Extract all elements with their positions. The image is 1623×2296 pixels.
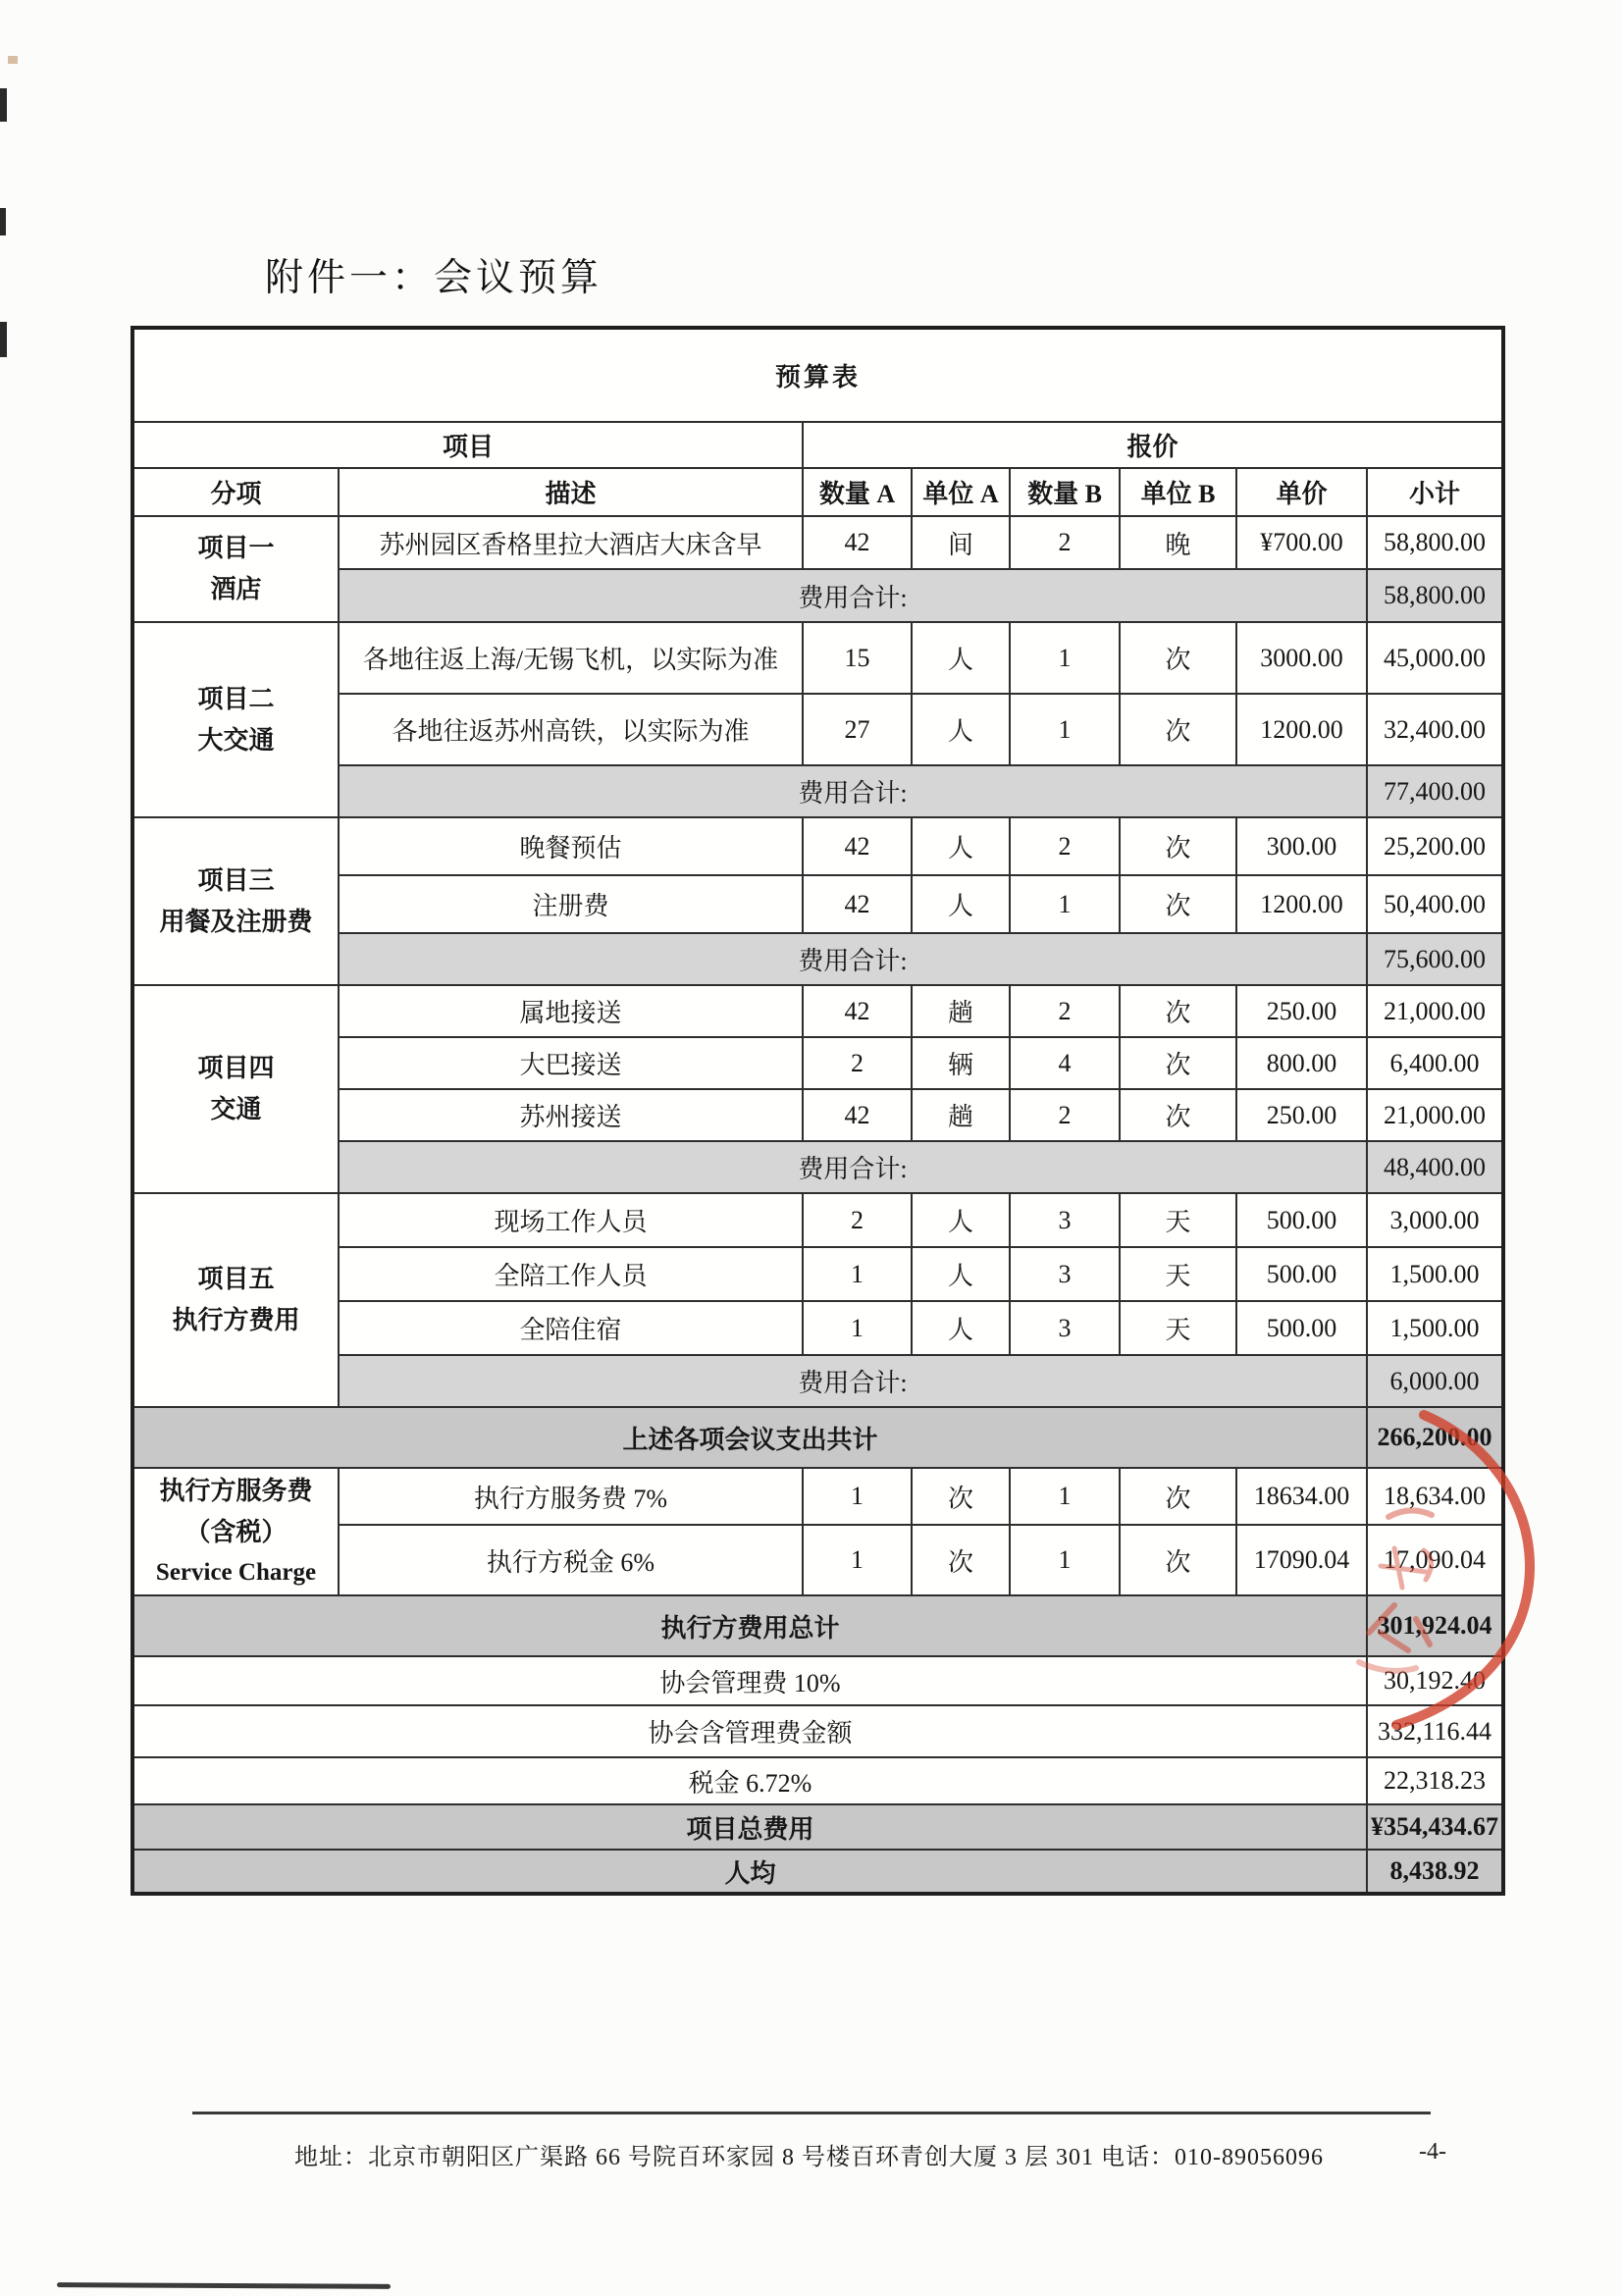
unit-a-cell: 人 <box>912 694 1010 765</box>
item-row <box>132 1193 1503 1247</box>
qty-b-cell: 2 <box>1010 817 1120 875</box>
item-row <box>132 1247 1503 1301</box>
scan-artifact <box>57 2282 391 2289</box>
column-header: 描述 <box>339 468 803 516</box>
service-item-row <box>132 1468 1503 1525</box>
unit-price-cell: 500.00 <box>1236 1301 1367 1355</box>
item-row <box>132 694 1503 765</box>
qty-a-cell: 42 <box>803 875 912 933</box>
unit-b-cell: 次 <box>1120 985 1236 1037</box>
column-header: 分项 <box>132 468 339 516</box>
section-label-line: 大交通 <box>197 725 275 755</box>
group-header-row <box>132 422 1503 468</box>
section-total-value: 77,400.00 <box>1367 765 1503 817</box>
subtotal-cell: 50,400.00 <box>1367 875 1503 933</box>
qty-a-cell: 27 <box>803 694 912 765</box>
unit-a-cell: 辆 <box>912 1037 1010 1089</box>
item-desc: 苏州接送 <box>339 1089 803 1141</box>
qty-a-cell: 1 <box>803 1468 912 1525</box>
section-total-value: 58,800.00 <box>1367 569 1503 622</box>
unit-b-cell: 天 <box>1120 1247 1236 1301</box>
qty-b-cell: 1 <box>1010 1525 1120 1595</box>
section-total-row <box>132 1355 1503 1407</box>
unit-price-cell: 500.00 <box>1236 1247 1367 1301</box>
scan-artifact <box>8 56 18 64</box>
unit-b-cell: 次 <box>1120 694 1236 765</box>
section-label <box>132 1193 339 1407</box>
section-total-value: 6,000.00 <box>1367 1355 1503 1407</box>
item-row <box>132 516 1503 569</box>
qty-a-cell: 42 <box>803 1089 912 1141</box>
section-label-line: Service Charge <box>155 1558 317 1586</box>
qty-b-cell: 2 <box>1010 1089 1120 1141</box>
qty-a-cell: 2 <box>803 1193 912 1247</box>
unit-a-cell: 人 <box>912 817 1010 875</box>
column-header: 单价 <box>1236 468 1367 516</box>
project-total-value: ¥354,434.67 <box>1367 1804 1503 1850</box>
qty-b-cell: 4 <box>1010 1037 1120 1089</box>
unit-a-cell: 人 <box>912 875 1010 933</box>
section-total-row <box>132 1141 1503 1193</box>
summary-row <box>132 1656 1503 1705</box>
section-label <box>132 622 339 817</box>
scan-artifact <box>0 208 6 235</box>
item-desc: 注册费 <box>339 875 803 933</box>
section-total-value: 75,600.00 <box>1367 933 1503 985</box>
subtotal-cell: 17,090.04 <box>1367 1525 1503 1595</box>
summary-value: 332,116.44 <box>1367 1705 1503 1757</box>
item-desc: 现场工作人员 <box>339 1193 803 1247</box>
unit-price-cell: 300.00 <box>1236 817 1367 875</box>
scan-artifact <box>0 88 7 122</box>
unit-price-cell: 250.00 <box>1236 1089 1367 1141</box>
summary-label: 税金 6.72% <box>132 1757 1367 1804</box>
unit-price-cell: 1200.00 <box>1236 694 1367 765</box>
item-row <box>132 985 1503 1037</box>
scan-artifact <box>0 322 7 357</box>
qty-a-cell: 1 <box>803 1525 912 1595</box>
section-total-row <box>132 569 1503 622</box>
qty-b-cell: 3 <box>1010 1301 1120 1355</box>
subtotal-cell: 45,000.00 <box>1367 622 1503 694</box>
unit-price-cell: 250.00 <box>1236 985 1367 1037</box>
grand-total-value: 266,200.00 <box>1367 1407 1503 1468</box>
subtotal-cell: 25,200.00 <box>1367 817 1503 875</box>
qty-b-cell: 2 <box>1010 516 1120 569</box>
qty-a-cell: 42 <box>803 516 912 569</box>
item-desc: 执行方税金 6% <box>339 1525 803 1595</box>
column-header: 数量 B <box>1010 468 1120 516</box>
section-label-line: 执行方费用 <box>172 1306 300 1334</box>
section-label <box>132 817 339 985</box>
item-row <box>132 1037 1503 1089</box>
column-header: 单位 B <box>1120 468 1236 516</box>
subtotal-cell: 21,000.00 <box>1367 985 1503 1037</box>
section-label-line: 交通 <box>210 1095 262 1123</box>
footer-rule <box>192 2112 1431 2114</box>
item-desc: 苏州园区香格里拉大酒店大床含早 <box>339 516 803 569</box>
column-header-row <box>132 468 1503 516</box>
unit-a-cell: 次 <box>912 1468 1010 1525</box>
item-desc: 大巴接送 <box>339 1037 803 1089</box>
attachment-title: 附件一：会议预算 <box>265 257 603 299</box>
grand-total-label: 上述各项会议支出共计 <box>132 1407 1367 1468</box>
subtotal-cell: 18,634.00 <box>1367 1468 1503 1525</box>
grand-total-row <box>132 1407 1503 1468</box>
unit-a-cell: 间 <box>912 516 1010 569</box>
section-label-line: 项目二 <box>197 684 275 713</box>
qty-b-cell: 1 <box>1010 622 1120 694</box>
section-label-line: 项目五 <box>197 1265 275 1294</box>
summary-label: 协会管理费 10% <box>132 1656 1367 1705</box>
column-header: 数量 A <box>803 468 912 516</box>
unit-b-cell: 次 <box>1120 1525 1236 1595</box>
unit-b-cell: 次 <box>1120 1037 1236 1089</box>
unit-b-cell: 天 <box>1120 1301 1236 1355</box>
subtotal-cell: 21,000.00 <box>1367 1089 1503 1141</box>
qty-a-cell: 42 <box>803 985 912 1037</box>
item-row <box>132 622 1503 694</box>
table-title-row <box>132 328 1503 422</box>
section-total-value: 48,400.00 <box>1367 1141 1503 1193</box>
qty-a-cell: 1 <box>803 1247 912 1301</box>
qty-b-cell: 3 <box>1010 1247 1120 1301</box>
project-total-label: 项目总费用 <box>132 1804 1367 1850</box>
section-label-line: 执行方服务费 <box>159 1477 313 1506</box>
unit-price-cell: 18634.00 <box>1236 1468 1367 1525</box>
item-row <box>132 875 1503 933</box>
item-desc: 全陪住宿 <box>339 1301 803 1355</box>
item-desc: 属地接送 <box>339 985 803 1037</box>
section-total-label: 费用合计: <box>339 765 1367 817</box>
unit-price-cell: 500.00 <box>1236 1193 1367 1247</box>
unit-b-cell: 天 <box>1120 1193 1236 1247</box>
section-label <box>132 1468 339 1595</box>
summary-value: 22,318.23 <box>1367 1757 1503 1804</box>
unit-a-cell: 次 <box>912 1525 1010 1595</box>
service-item-row <box>132 1525 1503 1595</box>
grand-total-row <box>132 1595 1503 1656</box>
item-desc: 各地往返苏州高铁，以实际为准 <box>339 694 803 765</box>
executor-total-label: 执行方费用总计 <box>132 1595 1367 1656</box>
qty-b-cell: 1 <box>1010 1468 1120 1525</box>
unit-a-cell: 人 <box>912 622 1010 694</box>
budget-table <box>131 326 1505 1896</box>
subtotal-cell: 1,500.00 <box>1367 1301 1503 1355</box>
section-total-row <box>132 933 1503 985</box>
section-total-label: 费用合计: <box>339 569 1367 622</box>
footer-address: 地址：北京市朝阳区广渠路 66 号院百环家园 8 号楼百环青创大厦 3 层 301 电话：010-89056096 <box>294 2145 1324 2170</box>
unit-a-cell: 人 <box>912 1193 1010 1247</box>
section-total-label: 费用合计: <box>339 1355 1367 1407</box>
qty-b-cell: 1 <box>1010 875 1120 933</box>
item-row <box>132 817 1503 875</box>
unit-b-cell: 次 <box>1120 1089 1236 1141</box>
item-desc: 各地往返上海/无锡飞机，以实际为准 <box>339 622 803 694</box>
grand-total-row <box>132 1804 1503 1850</box>
group-header-quote: 报价 <box>803 422 1503 468</box>
grand-total-row <box>132 1850 1503 1894</box>
unit-b-cell: 次 <box>1120 622 1236 694</box>
qty-a-cell: 15 <box>803 622 912 694</box>
executor-total-value: 301,924.04 <box>1367 1595 1503 1656</box>
group-header-project: 项目 <box>132 422 803 468</box>
item-row <box>132 1089 1503 1141</box>
unit-b-cell: 次 <box>1120 875 1236 933</box>
column-header: 单位 A <box>912 468 1010 516</box>
column-header: 小计 <box>1367 468 1503 516</box>
item-desc: 全陪工作人员 <box>339 1247 803 1301</box>
subtotal-cell: 6,400.00 <box>1367 1037 1503 1089</box>
page-number: -4- <box>1419 2139 1446 2165</box>
item-row <box>132 1301 1503 1355</box>
unit-a-cell: 趟 <box>912 985 1010 1037</box>
unit-a-cell: 人 <box>912 1301 1010 1355</box>
summary-value: 30,192.40 <box>1367 1656 1503 1705</box>
section-total-label: 费用合计: <box>339 1141 1367 1193</box>
qty-b-cell: 2 <box>1010 985 1120 1037</box>
unit-price-cell: 1200.00 <box>1236 875 1367 933</box>
qty-b-cell: 3 <box>1010 1193 1120 1247</box>
subtotal-cell: 58,800.00 <box>1367 516 1503 569</box>
section-label-line: 酒店 <box>210 575 262 603</box>
section-total-row <box>132 765 1503 817</box>
unit-price-cell: ¥700.00 <box>1236 516 1367 569</box>
section-label-line: 项目三 <box>197 865 275 895</box>
unit-b-cell: 次 <box>1120 1468 1236 1525</box>
item-desc: 执行方服务费 7% <box>339 1468 803 1525</box>
unit-price-cell: 800.00 <box>1236 1037 1367 1089</box>
qty-a-cell: 42 <box>803 817 912 875</box>
section-total-label: 费用合计: <box>339 933 1367 985</box>
subtotal-cell: 1,500.00 <box>1367 1247 1503 1301</box>
unit-price-cell: 3000.00 <box>1236 622 1367 694</box>
qty-a-cell: 2 <box>803 1037 912 1089</box>
per-person-value: 8,438.92 <box>1367 1850 1503 1894</box>
table-title: 预算表 <box>132 328 1503 422</box>
unit-price-cell: 17090.04 <box>1236 1525 1367 1595</box>
section-label-line: 项目一 <box>197 534 275 563</box>
qty-a-cell: 1 <box>803 1301 912 1355</box>
section-label <box>132 985 339 1193</box>
section-label-line: 项目四 <box>197 1054 275 1083</box>
section-label-line: 用餐及注册费 <box>159 907 313 936</box>
unit-a-cell: 趟 <box>912 1089 1010 1141</box>
section-label-line: （含税） <box>184 1518 288 1546</box>
subtotal-cell: 32,400.00 <box>1367 694 1503 765</box>
subtotal-cell: 3,000.00 <box>1367 1193 1503 1247</box>
unit-b-cell: 次 <box>1120 817 1236 875</box>
unit-a-cell: 人 <box>912 1247 1010 1301</box>
summary-row <box>132 1705 1503 1757</box>
per-person-label: 人均 <box>132 1850 1367 1894</box>
summary-row <box>132 1757 1503 1804</box>
summary-label: 协会含管理费金额 <box>132 1705 1367 1757</box>
item-desc: 晚餐预估 <box>339 817 803 875</box>
section-label <box>132 516 339 622</box>
unit-b-cell: 晚 <box>1120 516 1236 569</box>
qty-b-cell: 1 <box>1010 694 1120 765</box>
